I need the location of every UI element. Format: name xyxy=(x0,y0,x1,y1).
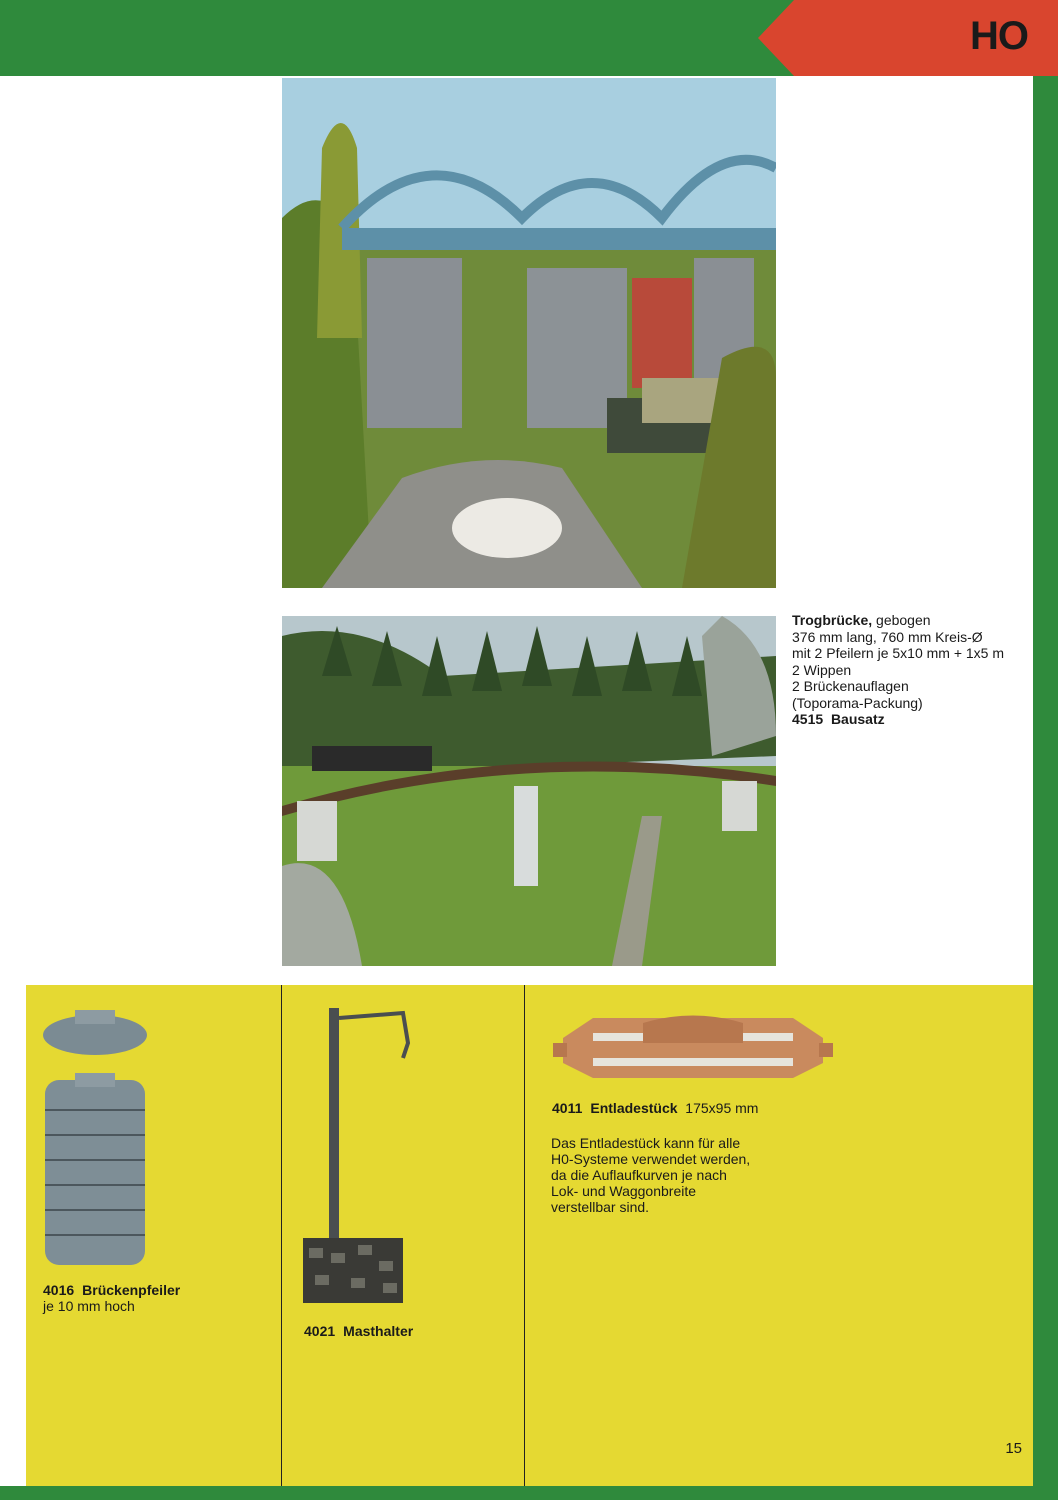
product-band xyxy=(26,985,1033,1486)
page-number: 15 xyxy=(1005,1440,1022,1457)
caption-line: 2 Brückenauflagen xyxy=(792,678,909,694)
product-4011-label xyxy=(552,1100,758,1116)
product-number: 4011 xyxy=(552,1100,583,1116)
description-line: Lok- und Waggonbreite xyxy=(551,1183,697,1199)
product-detail: je 10 mm hoch xyxy=(43,1298,135,1314)
description-line: da die Auflaufkurven je nach xyxy=(551,1167,727,1183)
column-divider xyxy=(524,985,525,1486)
caption-title-rest: gebogen xyxy=(872,612,931,628)
product-name: Masthalter xyxy=(343,1323,414,1339)
product-name: Entladestück xyxy=(590,1100,678,1116)
product-4016-label xyxy=(43,1282,180,1314)
caption-line: mit 2 Pfeilern je 5x10 mm + 1x5 m xyxy=(792,645,1005,661)
caption-line: (Toporama-Packung) xyxy=(792,694,923,711)
description-line: verstellbar sind. xyxy=(551,1199,650,1215)
description-line: H0-Systeme verwendet werden, xyxy=(551,1151,751,1167)
scale-label: HO xyxy=(970,14,1028,58)
mast-holder-image xyxy=(303,1003,413,1308)
trough-bridge-photo xyxy=(282,616,776,966)
caption-line: 376 mm lang, 760 mm Kreis-Ø xyxy=(792,628,983,645)
bridge-pier-image xyxy=(40,1005,150,1270)
product-name: Brückenpfeiler xyxy=(82,1282,181,1298)
caption-article-number: 4515 xyxy=(792,711,824,727)
caption-line: 2 Wippen xyxy=(792,661,852,678)
column-divider xyxy=(281,985,282,1486)
product-number: 4021 xyxy=(304,1323,336,1339)
product-size: 175x95 mm xyxy=(685,1100,759,1116)
unloading-piece-image xyxy=(553,1003,833,1083)
product-4021-label xyxy=(304,1323,413,1339)
caption-article-name: Bausatz xyxy=(830,711,885,727)
product-number: 4016 xyxy=(43,1282,75,1298)
caption-title: Trogbrücke, xyxy=(792,612,873,628)
product-4011-description xyxy=(551,1135,750,1215)
product-caption xyxy=(792,612,1032,728)
description-line: Das Entladestück kann für alle xyxy=(551,1135,741,1151)
arch-bridge-photo xyxy=(282,78,776,588)
